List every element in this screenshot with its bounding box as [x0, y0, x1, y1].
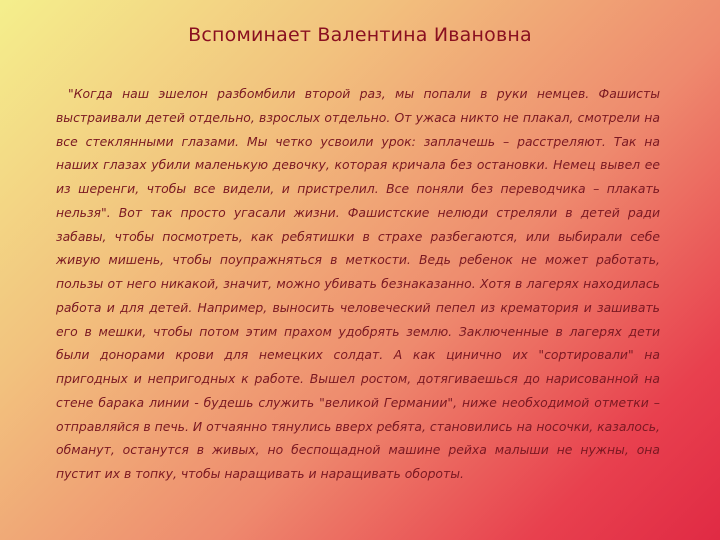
- slide-title: Вспоминает Валентина Ивановна: [188, 24, 532, 46]
- quote-paragraph: "Когда наш эшелон разбомбили второй раз, мы попали в руки немцев. Фашисты выстраивали детей отдельно, взрослых отдельно. От ужаса никто не плакал, смотрели на все стеклянными глазами. Мы четко усвоили урок: заплачешь – расстреляют. Так на наших глазах убили маленькую девочку, которая кричала без остановки. Немец вывел ее из шеренги, чтобы все видели, и пристрелил. Все поняли без переводчика – плакать нельзя". Вот так просто угасали жизни. Фашистские нелюди стреляли в детей ради забавы, чтобы посмотреть, как ребятишки в страхе разбегаются, или выбирали себе живую мишень, чтобы поупражняться в меткости. Ведь ребенок не может работать, пользы от него никакой, значит, можно убивать безнаказанно. Хотя в лагерях находилась работа и для детей. Например, выносить человеческий пепел из крематория и зашивать его в мешки, чтобы потом этим прахом удобрять землю. Заключенные в лагерях дети были донорами крови для немецких солдат. А как цинично их "сортировали" на пригодных и непригодных к работе. Вышел ростом, дотягиваешься до нарисованной на стене барака линии - будешь служить "великой Германии", ниже необходимой отметки – отправляйся в печь. И отчаянно тянулись вверх ребята, становились на носочки, казалось, обманут, останутся в живых, но беспощадной машине рейха малыши не нужны, она пустит их в топку, чтобы наращивать и наращивать обороты.: [56, 86, 660, 481]
